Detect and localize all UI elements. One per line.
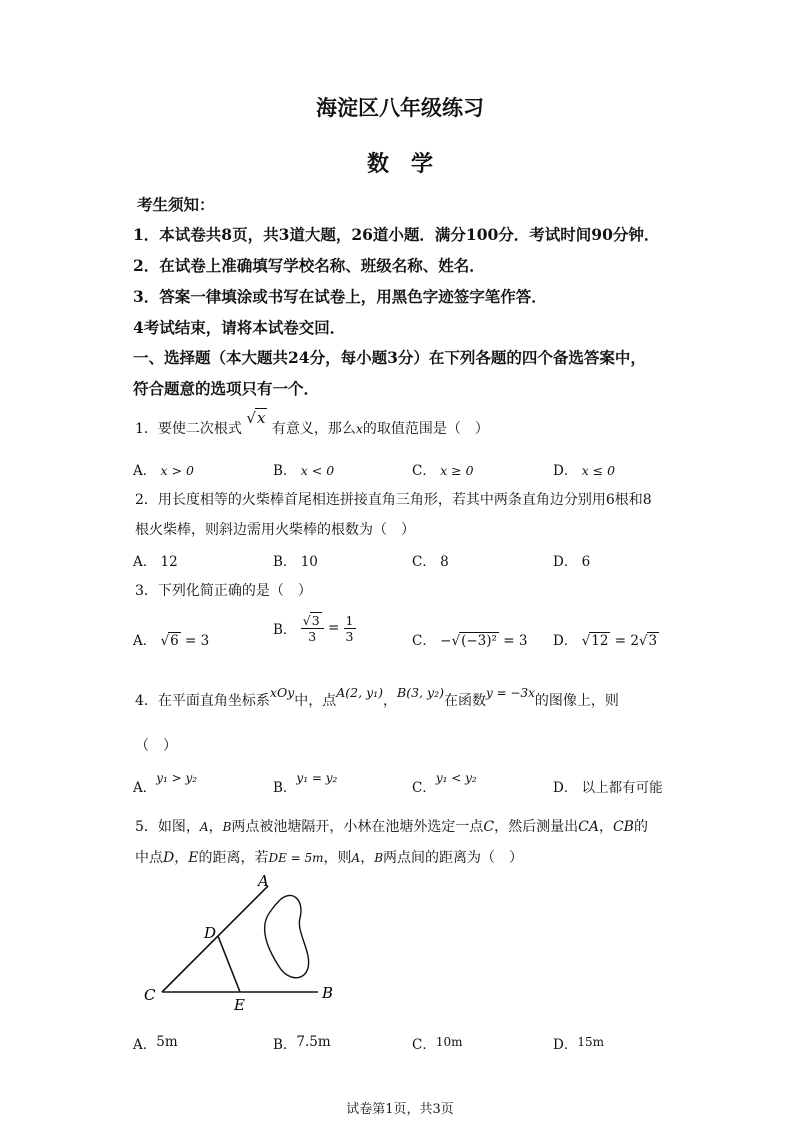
question-5-line1: 5．如图，A，B两点被池塘隔开，小林在池塘外选定一点C，然后测量出CA，CB的: [135, 819, 648, 835]
exam-title: 海淀区八年级练习: [316, 95, 484, 120]
question-3-stem: 3．下列化简正确的是（ ）: [135, 583, 312, 599]
q4-option-d[interactable]: D． 以上都有可能: [553, 780, 663, 796]
q1-option-d[interactable]: D． x ≤ 0: [553, 463, 616, 479]
sqrt-sign: √x: [246, 409, 266, 427]
q3-option-c[interactable]: C． −√(−3)² = 3: [412, 633, 528, 649]
question-5-line2: 中点D，E的距离，若DE = 5m，则A，B两点间的距离为（ ）: [135, 850, 524, 866]
q3-option-a[interactable]: A． √6 = 3: [133, 633, 210, 649]
q2-option-b[interactable]: B． 10: [273, 554, 318, 570]
question-2-line2: 根火柴棒，则斜边需用火柴棒的根数为（ ）: [135, 522, 415, 538]
notice-heading: 考生须知：: [137, 195, 215, 214]
q3-option-d[interactable]: D． √12 = 2√3: [553, 633, 658, 649]
subject-title: 数 学: [366, 151, 433, 177]
notice-item-2: 2．在试卷上准确填写学校名称、班级名称、姓名．: [133, 256, 485, 275]
q1-option-a[interactable]: A． x > 0: [133, 463, 194, 479]
q4-option-c[interactable]: C．y₁ < y₂: [412, 771, 477, 796]
notice-item-1: 1．本试卷共8页，共3道大题，26道小题．满分100分．考试时间90分钟．: [133, 225, 660, 244]
notice-item-4: 4考试结束，请将本试卷交回．: [133, 318, 346, 337]
q1-option-c[interactable]: C． x ≥ 0: [412, 463, 474, 479]
pond-shape: [265, 895, 309, 977]
point-b-label: B: [322, 984, 334, 1002]
question-1-stem: 1．要使二次根式 √x 有意义，那么x的取值范围是（ ）: [135, 409, 489, 437]
question-2-line1: 2．用长度相等的火柴棒首尾相连拼接直角三角形，若其中两条直角边分别用6根和8: [135, 492, 652, 508]
q5-option-c[interactable]: C．10m: [412, 1035, 463, 1053]
q2-option-d[interactable]: D． 6: [553, 554, 591, 570]
section1-line2: 符合题意的选项只有一个．: [133, 379, 320, 398]
point-e-label: E: [234, 996, 245, 1014]
q2-option-a[interactable]: A． 12: [133, 554, 178, 570]
q2-option-c[interactable]: C． 8: [412, 554, 449, 570]
q5-option-b[interactable]: B．7.5m: [273, 1034, 331, 1053]
question-4-stem: 4．在平面直角坐标系xOy中，点A(2, y₁)，B(3, y₂)在函数y = −3x的图像上，则: [135, 685, 619, 709]
q5-option-a[interactable]: A．5m: [133, 1034, 178, 1053]
q1-option-b[interactable]: B． x < 0: [273, 463, 335, 479]
question-4-paren: （ ）: [135, 738, 177, 754]
page-footer: 试卷第1页，共3页: [346, 1102, 454, 1117]
point-c-label: C: [144, 986, 156, 1004]
point-d-label: D: [204, 924, 217, 942]
q4-option-a[interactable]: A．y₁ > y₂: [133, 771, 198, 796]
q4-option-b[interactable]: B．y₁ = y₂: [273, 771, 338, 796]
section1-line1: 一、选择题（本大题共24分，每小题3分）在下列各题的四个备选答案中，: [133, 348, 646, 367]
notice-item-3: 3．答案一律填涂或书写在试卷上，用黑色字迹签字笔作答．: [133, 287, 547, 306]
point-a-label: A: [258, 872, 269, 890]
segment-de: [218, 936, 240, 992]
q3-option-b[interactable]: B． $\frac{√3}{3}$ = $\frac{1}{3}$: [273, 612, 354, 644]
pond-triangle-figure: [140, 870, 360, 1015]
q5-option-d[interactable]: D．15m: [553, 1035, 604, 1053]
